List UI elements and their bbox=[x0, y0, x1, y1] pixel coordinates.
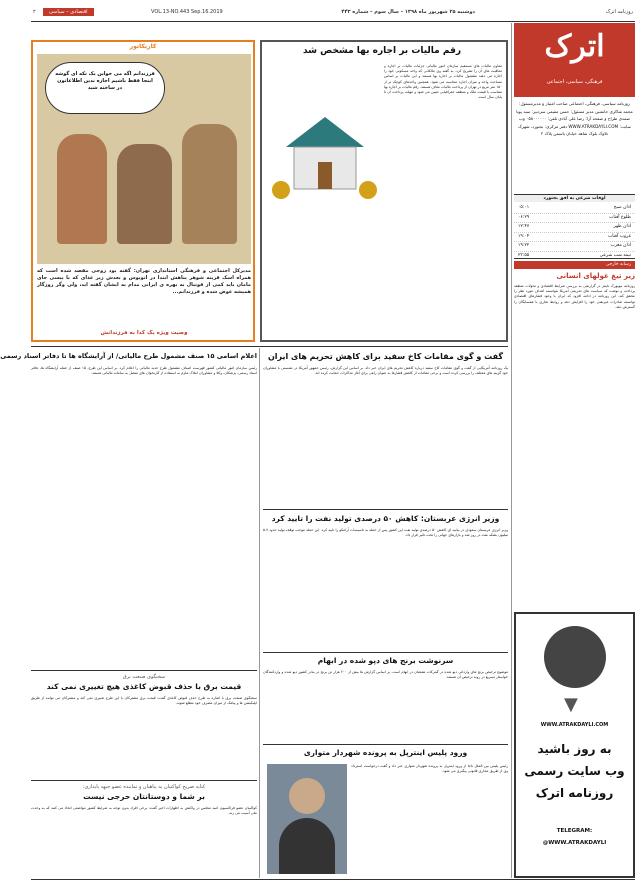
ad-url[interactable]: WWW.ATRAKDAYLI.COM bbox=[540, 722, 609, 728]
prayer-value: ۰۵:۰۱ bbox=[518, 205, 530, 210]
house-icon bbox=[266, 102, 384, 202]
prayer-value: ۱۲:۴۷ bbox=[518, 224, 530, 230]
masthead bbox=[514, 23, 635, 97]
person-icon bbox=[289, 778, 325, 814]
issue-line: VOL.13-NO.443 Sep.16.2019 bbox=[151, 9, 223, 15]
person-body bbox=[279, 818, 335, 874]
prayer-value: ۰۶:۲۹ bbox=[518, 214, 530, 220]
prayer-row bbox=[514, 242, 635, 252]
price-kicker: سخنگوی صنعت برق bbox=[122, 674, 166, 680]
prayer-row bbox=[514, 233, 635, 243]
cartoon-figure-3 bbox=[182, 124, 237, 244]
interpol-rule bbox=[263, 744, 508, 745]
ad-line3: روزنامه اترک bbox=[535, 786, 614, 800]
sanctions-body: یک روزنامه آمریکایی از گفت و گوی مقامات کاخ سفید درباره کاهش تحریم های ایران خبر داد. بر اساس این گزارش، رئیس جمهور آمریکا در نشستی با مشاوران خود گزینه های مختلف را بررسی کرده است و برخی مقامات از کاهش فشارها به عنوان راهی برای آغاز مذاکرات حمایت کرده اند. bbox=[263, 366, 508, 376]
football-body: کواکبیان عضو فراکسیون امید مجلس در واکنش به اظهارات اخیر گفت: برخی افراد بدون توجه به شرایط کشور مواضعی اتخاذ می کنند که به وحدت ملی آسیب می زند. bbox=[31, 806, 257, 816]
masthead-tagline: فرهنگی، سیاسی، اجتماعی bbox=[546, 79, 603, 85]
interpol-photo bbox=[267, 764, 347, 874]
oil-title: وزیر انرژی عربستان: کاهش ۵۰ درصدی تولید نفت را تایید کرد bbox=[271, 514, 500, 523]
foreign-body: روزنامه نیویورک تایمز در گزارشی به بررسی شرایط اقتصادی و تحولات منطقه پرداخت و نوشت که سیاست های تحریمی آمریکا نتوانسته اهداف مورد نظر را محقق کند. این روزنامه در ادامه افزود که ایران با وجود فشارهای اقتصادی توانسته صادرات غیرنفتی خود را افزایش دهد و روابط تجاری با همسایگان را گسترش دهد. bbox=[514, 284, 635, 309]
prayer-label: نیمه شب شرعی bbox=[599, 252, 631, 258]
masthead-rule bbox=[514, 258, 635, 259]
page-number: ۲ bbox=[33, 9, 36, 15]
ad-logo-shape bbox=[544, 626, 606, 688]
ad-telegram-handle[interactable]: @WWW.ATRAKDAYLI bbox=[542, 840, 607, 846]
cartoon-caption: مدیرکل اجتماعی و فرهنگی استانداری تهران: گفته بود زوجی مقصد شده است که همراه اسک قرینه شوهر پناهش ابتدا در اتوبوس و بعدش زیر غذای که با پیسی جای مامان باید کمی از فوتبال به بهره ی ایرانی مدام به ایشان گفته اید، ولی وگر روزگار همیشه عوض شده و فرزندانم... bbox=[37, 268, 251, 295]
section-rule-1 bbox=[31, 346, 508, 347]
prayer-value: ۱۹:۰۴ bbox=[518, 233, 530, 239]
footer-rule bbox=[31, 879, 635, 880]
lottery-body: رئیس سازمان امور مالیاتی کشور فهرست اصناف مشمول طرح جدید مالیاتی را اعلام کرد. بر اساس این طرح، ۱۵ صنف از جمله آرایشگاه ها، دفاتر اسناد رسمی، پزشکان، وکلا و مشاوران املاک ملزم به استفاده از کارتخوان های متصل به سامانه مالیاتی هستند. bbox=[31, 366, 257, 376]
section-label: اقتصادی – سیاسی bbox=[49, 9, 88, 15]
price-rule bbox=[31, 670, 257, 671]
rice-title: سرنوشت برنج های دپو شده در ابهام bbox=[317, 656, 454, 665]
lottery-title: اعلام اسامی ۱۵ صنف مشمول طرح مالیاتی/ از آرایشگاه ها تا دفاتر اسناد رسمی bbox=[0, 352, 257, 360]
column-divider-mid bbox=[259, 348, 260, 878]
oil-body: وزیر انرژی عربستان سعودی در بیانیه ای کاهش ۵۰ درصدی تولید نفت این کشور پس از حمله به تاسیسات آرامکو را تایید کرد. این حمله موجب توقف تولید حدود ۵.۷ میلیون بشکه نفت در روز شد و بازارهای جهانی را تحت تاثیر قرار داد. bbox=[263, 528, 508, 538]
football-kicker: کنایه صریح کواکبیان به پناهیان و نماینده عضو جبهه پایداری: bbox=[82, 784, 206, 790]
foreign-kicker: رسانه خارجی bbox=[605, 262, 631, 267]
ad-box[interactable] bbox=[514, 612, 635, 878]
prayer-label: غروب آفتاب bbox=[607, 233, 631, 239]
prayer-label: اذان صبح bbox=[613, 205, 631, 210]
cartoon-figure-1 bbox=[57, 134, 107, 244]
prayer-row bbox=[514, 204, 635, 214]
prayer-label: اذان مغرب bbox=[610, 243, 631, 249]
masthead-info: روزنامه سیاسی، فرهنگی، اجتماعی صاحب امتیاز و مدیرمسئول: محمد شاکری جانشین مدیر مسئول: حسن مقیمی سردبیر: سید پویا صمدی طراح و صفحه آرا: رضا علی آبادی تلفن: ۰۵۸۰۰۰۰۰۰ وب سایت: WWW.ATRAKDAYLI.COM دفتر مرکزی: بجنورد، شهرک تلاوک بلوک شاهد خیابان یاسمن پلاک ۲ bbox=[516, 101, 633, 136]
paper-label: روزنامه اترک bbox=[605, 9, 633, 15]
ad-telegram: TELEGRAM: bbox=[556, 828, 593, 834]
tax-body-right: معاون مالیات های مستقیم سازمان امور مالیاتی جزئیات مالیات بر اجاره و معافیت های آن را تشریح کرد. به گفته وی مالکانی که واحد مسکونی خود را اجاره می دهند مشمول مالیات بر اجاره بها هستند و این مالیات بر اساس مساحت واحد و میزان اجاره محاسبه می شود. همچنین واحدهای کوچک تر از ۱۵۰ متر مربع در تهران از پرداخت مالیات معاف هستند. رقم مالیات بر اجاره بها متناسب با قیمت ملک و منطقه جغرافیایی تعیین می شود و مهلت پرداخت آن تا پایان سال است. bbox=[384, 64, 502, 100]
masthead-logo: اترک bbox=[544, 29, 605, 64]
sanctions-title: گفت و گوی مقامات کاخ سفید برای کاهش تحریم های ایران bbox=[267, 352, 504, 361]
football-title: بر شما و دوستانتان حرجی نیست bbox=[83, 792, 205, 801]
prayer-list bbox=[514, 204, 635, 262]
ad-line2: وب سایت رسمی bbox=[524, 764, 625, 778]
tax-article bbox=[260, 40, 508, 342]
price-body: سخنگوی صنعت برق با اشاره به طرح حذف قبوض کاغذی گفت: قیمت برق مشترکان با این طرح تغییری نمی کند و مشترکان می توانند از طریق اپلیکیشن ها و پیامک از میزان مصرف خود مطلع شوند. bbox=[31, 696, 257, 706]
prayer-row bbox=[514, 223, 635, 233]
header-rule bbox=[31, 21, 635, 22]
cartoon-speech-bubble bbox=[45, 62, 165, 114]
cartoon-box bbox=[31, 40, 255, 342]
foreign-kicker-bar bbox=[514, 261, 635, 269]
oil-rule bbox=[263, 509, 508, 510]
interpol-body: رئیس پلیس بین الملل ناجا از ورود اینترپل به پرونده شهردار متواری خبر داد و گفت درخواست استرداد وی از طریق مجاری قانونی پیگیری می شود. bbox=[351, 764, 508, 774]
interpol-title: ورود پلیس اینترپل به پرونده شهردار متواری bbox=[303, 748, 468, 757]
rice-rule bbox=[263, 652, 508, 653]
cartoon-title: کاریکاتور bbox=[129, 43, 157, 50]
cartoon-speech: فرزندانم اگه می خواین یک تکه ای گوشه اینجا فقط باشیم اجازه ندین اطلاعاتون در ساخته شید bbox=[55, 71, 155, 91]
cartoon-special: وصیت ویژه یک کدا به فرزندانش bbox=[100, 330, 188, 336]
prayer-box bbox=[514, 194, 635, 256]
prayer-row bbox=[514, 214, 635, 224]
house-illustration bbox=[266, 102, 384, 202]
tax-body-left bbox=[266, 208, 384, 338]
top-header bbox=[31, 8, 635, 20]
price-title: قیمت برق با حذف قبوض کاغذی هیچ تغییری نمی کند bbox=[46, 682, 242, 691]
ad-arrow-icon: ▼ bbox=[564, 694, 578, 715]
section-badge bbox=[43, 8, 94, 16]
ad-line1: به روز باشید bbox=[537, 742, 612, 756]
prayer-value: ۲۳:۵۵ bbox=[518, 252, 530, 258]
column-divider-right bbox=[511, 23, 512, 878]
foreign-title: زیر تیغ غولهای انسانی bbox=[556, 272, 635, 280]
cartoon-figure-2 bbox=[117, 144, 172, 244]
prayer-label: طلوع آفتاب bbox=[609, 214, 631, 220]
rice-body: موضوع ترخیص برنج های وارداتی دپو شده در گمرکات همچنان در ابهام است. بر اساس گزارش ها بیش از ۲۰۰ هزار تن برنج در بنادر کشور دپو شده و واردکنندگان خواستار تسریع در روند ترخیص آن هستند. bbox=[263, 670, 508, 680]
prayer-value: ۱۹:۲۲ bbox=[518, 243, 530, 249]
prayer-label: اذان ظهر bbox=[613, 224, 631, 230]
football-rule bbox=[31, 780, 257, 781]
date-line: دوشنبه ۲۵ شهریور ماه ۱۳۹۸ – سال سوم – شماره ۴۴۳ bbox=[341, 9, 475, 15]
cartoon-image bbox=[37, 54, 251, 264]
prayer-title: اوقات شرعی به افق بجنورد bbox=[514, 195, 635, 202]
tax-title: رقم مالیات بر اجاره بها مشخص شد bbox=[302, 46, 462, 56]
